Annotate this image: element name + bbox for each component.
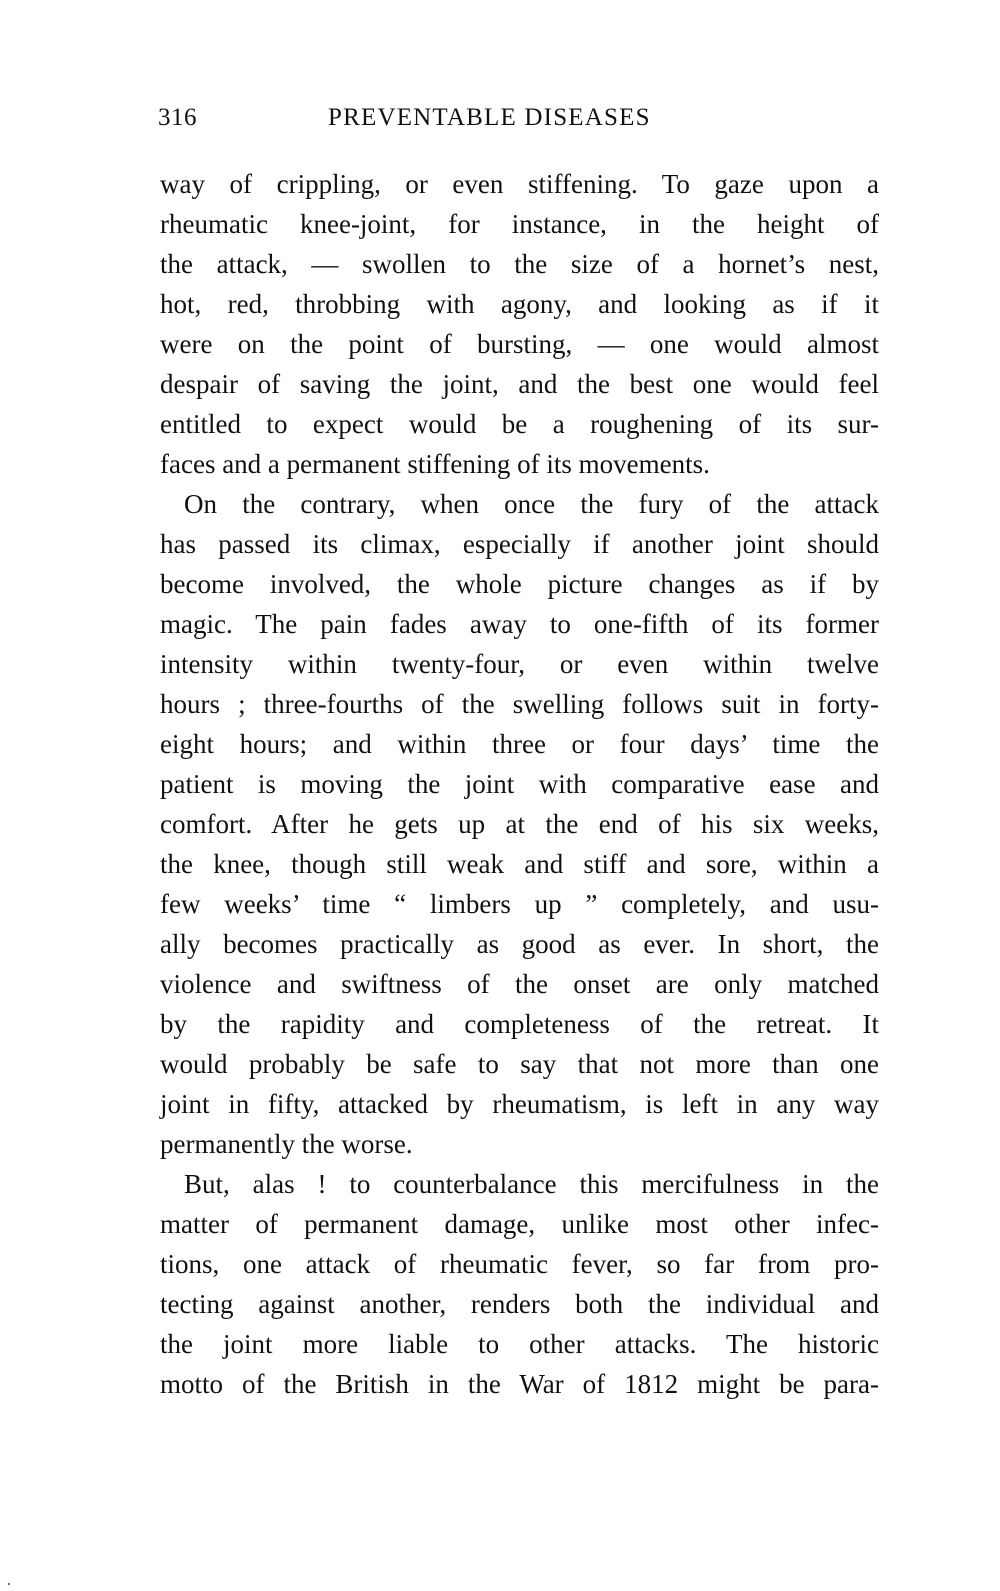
- text-line: eight hours; and within three or four days’ time the: [160, 729, 879, 759]
- text-line: patient is moving the joint with comparative ease and: [160, 769, 879, 799]
- paragraph-1: [160, 164, 879, 484]
- text-line: become involved, the whole picture changes as if by: [160, 569, 879, 599]
- text-line: by the rapidity and completeness of the retreat. It: [160, 1009, 879, 1039]
- text-line: hours ; three-fourths of the swelling follows suit in forty-: [160, 689, 879, 719]
- text-line: tions, one attack of rheumatic fever, so far from pro-: [160, 1249, 879, 1279]
- text-line: intensity within twenty-four, or even within twelve: [160, 649, 879, 679]
- text-line: the joint more liable to other attacks. The historic: [160, 1329, 879, 1359]
- text-line: the attack, — swollen to the size of a hornet’s nest,: [160, 249, 879, 279]
- text-line: way of crippling, or even stiffening. To gaze upon a: [160, 169, 879, 199]
- page-number: 316: [158, 104, 197, 131]
- text-line: magic. The pain fades away to one-fifth of its former: [160, 609, 879, 639]
- body-text: [160, 164, 879, 1404]
- text-line: despair of saving the joint, and the best one would feel: [160, 369, 879, 399]
- text-line: ally becomes practically as good as ever. In short, the: [160, 929, 879, 959]
- text-line: comfort. After he gets up at the end of his six weeks,: [160, 809, 879, 839]
- text-line: permanently the worse.: [160, 1129, 413, 1159]
- text-line: hot, red, throbbing with agony, and looking as if it: [160, 289, 879, 319]
- text-line: few weeks’ time “ limbers up ” completely, and usu-: [160, 889, 879, 919]
- text-line: would probably be safe to say that not more than one: [160, 1049, 879, 1079]
- text-line: matter of permanent damage, unlike most other infec-: [160, 1209, 879, 1239]
- page-header: [158, 100, 880, 136]
- text-line: joint in fifty, attacked by rheumatism, is left in any way: [160, 1089, 879, 1119]
- running-head: PREVENTABLE DISEASES: [328, 104, 651, 131]
- scan-speck: [8, 1583, 10, 1585]
- text-line: the knee, though still weak and stiff and sore, within a: [160, 849, 879, 879]
- text-line: has passed its climax, especially if another joint should: [160, 529, 879, 559]
- text-line: faces and a permanent stiffening of its movements.: [160, 449, 710, 479]
- paragraph-2: [160, 484, 879, 1164]
- text-line: tecting against another, renders both the individual and: [160, 1289, 879, 1319]
- text-line: entitled to expect would be a roughening of its sur-: [160, 409, 879, 439]
- text-line: were on the point of bursting, — one would almost: [160, 329, 879, 359]
- text-line: motto of the British in the War of 1812 might be para-: [160, 1369, 879, 1399]
- text-line: violence and swiftness of the onset are only matched: [160, 969, 879, 999]
- text-line: rheumatic knee-joint, for instance, in the height of: [160, 209, 879, 239]
- text-line: But, alas ! to counterbalance this mercifulness in the: [184, 1169, 879, 1199]
- text-line: On the contrary, when once the fury of the attack: [184, 489, 879, 519]
- paragraph-3: [160, 1164, 879, 1404]
